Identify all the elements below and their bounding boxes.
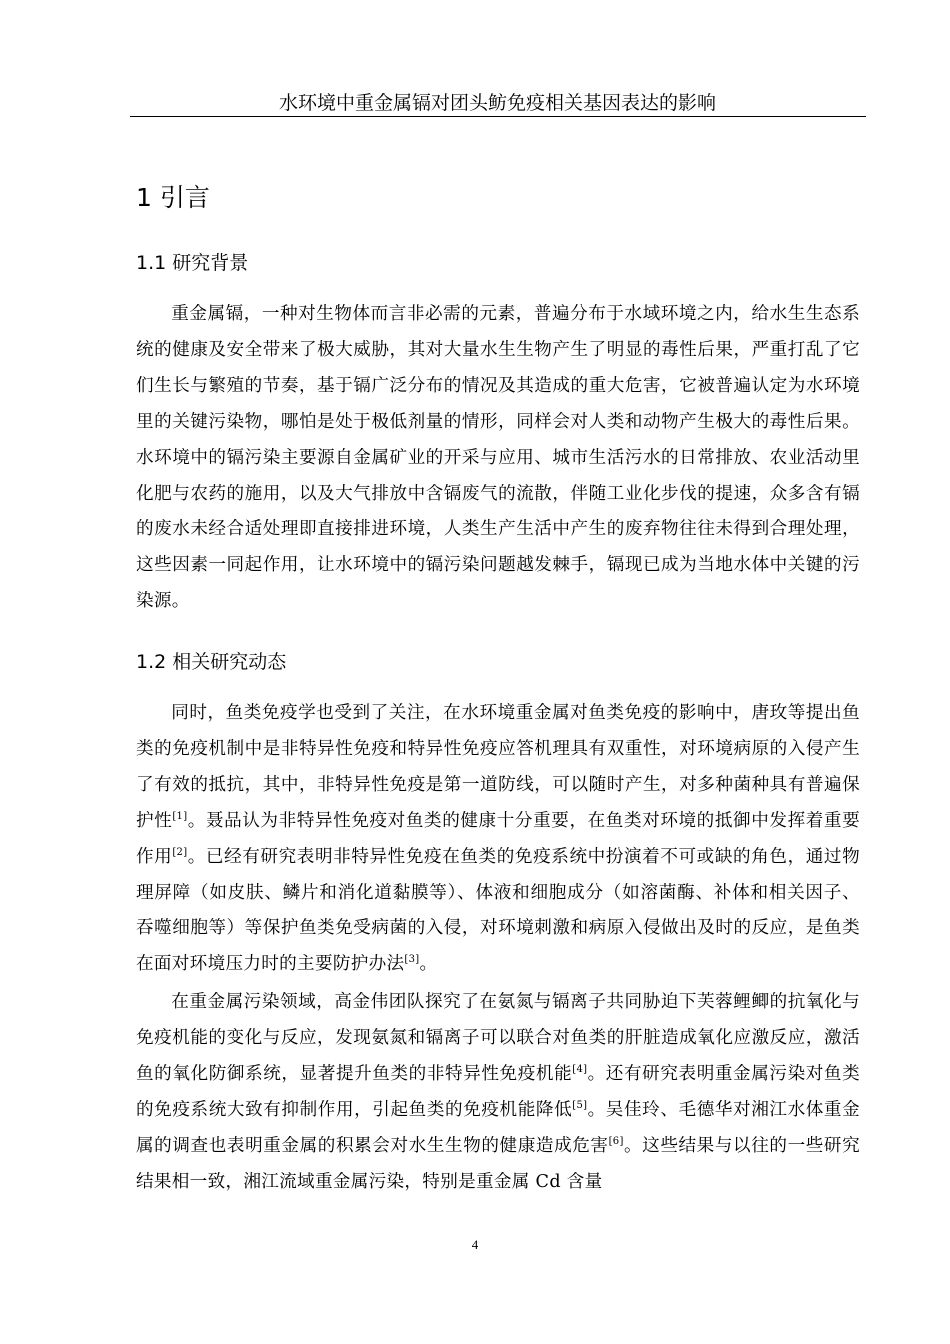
text-run: 。已经有研究表明非特异性免疫在鱼类的免疫系统中扮演着不可或缺的角色，通过物理屏障（如皮肤、鳞片和消化道黏膜等）、体液和细胞成分（如溶菌酶、补体和相关因子、吞噬细胞等）等保护鱼类免受病菌的入侵，对环境刺激和病原入侵做出及时的反应，是鱼类在面对环境压力时的主要防护办法 xyxy=(136,846,860,975)
page-number: 4 xyxy=(471,1237,479,1252)
paragraph-background: 重金属镉，一种对生物体而言非必需的元素，普遍分布于水域环境之内，给水生生态系统的健康及安全带来了极大威胁，其对大量水生生物产生了明显的毒性后果，严重打乱了它们生长与繁殖的节奏，基于镉广泛分布的情况及其造成的重大危害，它被普遍认定为水环境里的关键污染物，哪怕是处于极低剂量的情形，同样会对人类和动物产生极大的毒性后果。水环境中的镉污染主要源自金属矿业的开采与应用、城市生活污水的日常排放、农业活动里化肥与农药的施用，以及大气排放中含镉废气的流散，伴随工业化步伐的提速，众多含有镉的废水未经合适处理即直接排进环境，人类生产生活中产生的废弃物往往未得到合理处理，这些因素一同起作用，让水环境中的镉污染问题越发棘手，镉现已成为当地水体中关键的污染源。 xyxy=(136,304,860,612)
citation-ref: [1] xyxy=(172,810,188,822)
citation-ref: [6] xyxy=(608,1135,624,1147)
text-run: 。这些结果与以往的一些研究结果相一致，湘江流域重金属污染，特别是重金属 Cd 含量 xyxy=(136,1135,860,1192)
section-heading-1-2: 1.2 相关研究动态 xyxy=(136,651,287,673)
text-run: 在重金属污染领域，高金伟团队探究了在氨氮与镉离子共同胁迫下芙蓉鲤鲫的抗氧化与免疫机能的变化与反应，发现氨氮和镉离子可以联合对鱼类的肝脏造成氧化应激反应，激活鱼的氧化防御系统，显著提升鱼类的非特异性免疫机能 xyxy=(136,992,860,1084)
text-run: 同时，鱼类免疫学也受到了关注，在水环境重金属对鱼类免疫的影响中，唐玫等提出鱼类的免疫机制中是非特异性免疫和特异性免疫应答机理具有双重性，对环境病原的入侵产生了有效的抵抗，其中，非特异性免疫是第一道防线，可以随时产生，对多种菌种具有普遍保护性 xyxy=(136,703,860,831)
citation-ref: [3] xyxy=(404,954,420,966)
citation-ref: [4] xyxy=(572,1063,588,1075)
text-run: 。吴佳玲、毛德华对湘江水体重金属的调查也表明重金属的积累会对水生生物的健康造成危害 xyxy=(136,1099,861,1156)
text-run: 。 xyxy=(419,954,438,975)
section-heading-1-1: 1.1 研究背景 xyxy=(136,252,249,274)
text-run: 。聂品认为非特异性免疫对鱼类的健康十分重要，在鱼类对环境的抵御中发挥着重要作用 xyxy=(136,810,860,867)
section-heading-1: 1 引言 xyxy=(136,183,210,212)
header-rule xyxy=(130,116,866,117)
text-run: 。还有研究表明重金属污染对鱼类的免疫系统大致有抑制作用，引起鱼类的免疫机能降低 xyxy=(136,1063,861,1120)
running-header: 水环境中重金属镉对团头鲂免疫相关基因表达的影响 xyxy=(278,92,716,114)
paragraph-related-research-2 xyxy=(136,985,860,1200)
paragraph-related-research-1 xyxy=(136,696,860,983)
citation-ref: [2] xyxy=(172,846,188,858)
citation-ref: [5] xyxy=(572,1099,588,1111)
